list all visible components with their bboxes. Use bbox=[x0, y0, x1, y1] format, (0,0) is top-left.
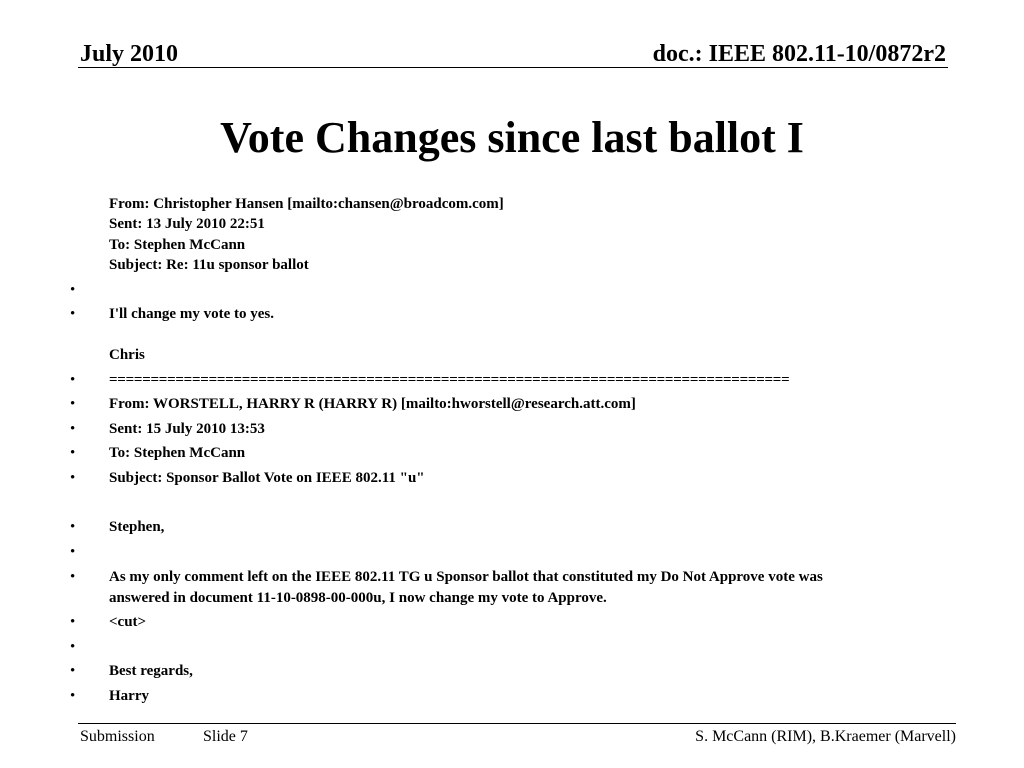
separator-line: ================================================================================== bbox=[109, 372, 790, 388]
email2-to: To: Stephen McCann bbox=[109, 445, 246, 461]
email2-subject: Subject: Sponsor Ballot Vote on IEEE 802.11 "u" bbox=[109, 470, 425, 486]
bullet: • bbox=[70, 544, 76, 560]
bullet: • bbox=[70, 470, 76, 486]
email1-from: From: Christopher Hansen [mailto:chansen@broadcom.com] bbox=[109, 196, 504, 212]
email1-subject: Subject: Re: 11u sponsor ballot bbox=[109, 257, 309, 273]
footer-authors: S. McCann (RIM), B.Kraemer (Marvell) bbox=[695, 728, 956, 745]
bullet: • bbox=[70, 663, 76, 679]
email2-greeting: Stephen, bbox=[109, 519, 165, 535]
email2-body-line1: As my only comment left on the IEEE 802.11 TG u Sponsor ballot that constituted my Do Not Approve vote was bbox=[109, 569, 823, 585]
bullet: • bbox=[70, 519, 76, 535]
email2-name: Harry bbox=[109, 688, 149, 704]
footer-submission: Submission bbox=[80, 728, 155, 745]
slide-title: Vote Changes since last ballot I bbox=[220, 113, 804, 162]
footer-rule bbox=[78, 723, 956, 724]
bullet: • bbox=[70, 639, 76, 655]
email2-cut: <cut> bbox=[109, 614, 147, 630]
header-doc-number: doc.: IEEE 802.11-10/0872r2 bbox=[652, 41, 946, 67]
header-rule bbox=[78, 67, 948, 68]
email2-sent: Sent: 15 July 2010 13:53 bbox=[109, 421, 265, 437]
email2-closing: Best regards, bbox=[109, 663, 193, 679]
email1-body: I'll change my vote to yes. bbox=[109, 306, 274, 322]
bullet: • bbox=[70, 396, 76, 412]
bullet: • bbox=[70, 372, 76, 388]
footer-slide-number: Slide 7 bbox=[203, 728, 248, 745]
email2-from: From: WORSTELL, HARRY R (HARRY R) [mailto:hworstell@research.att.com] bbox=[109, 396, 636, 412]
email1-to: To: Stephen McCann bbox=[109, 237, 246, 253]
bullet: • bbox=[70, 306, 76, 322]
email1-sent: Sent: 13 July 2010 22:51 bbox=[109, 216, 265, 232]
bullet: • bbox=[70, 688, 76, 704]
email1-signature: Chris bbox=[109, 347, 145, 363]
header-date: July 2010 bbox=[80, 41, 179, 67]
email2-body-line2: answered in document 11-10-0898-00-000u, I now change my vote to Approve. bbox=[109, 590, 607, 606]
bullet: • bbox=[70, 614, 76, 630]
bullet: • bbox=[70, 445, 76, 461]
bullet: • bbox=[70, 282, 76, 298]
bullet: • bbox=[70, 569, 76, 585]
bullet: • bbox=[70, 421, 76, 437]
